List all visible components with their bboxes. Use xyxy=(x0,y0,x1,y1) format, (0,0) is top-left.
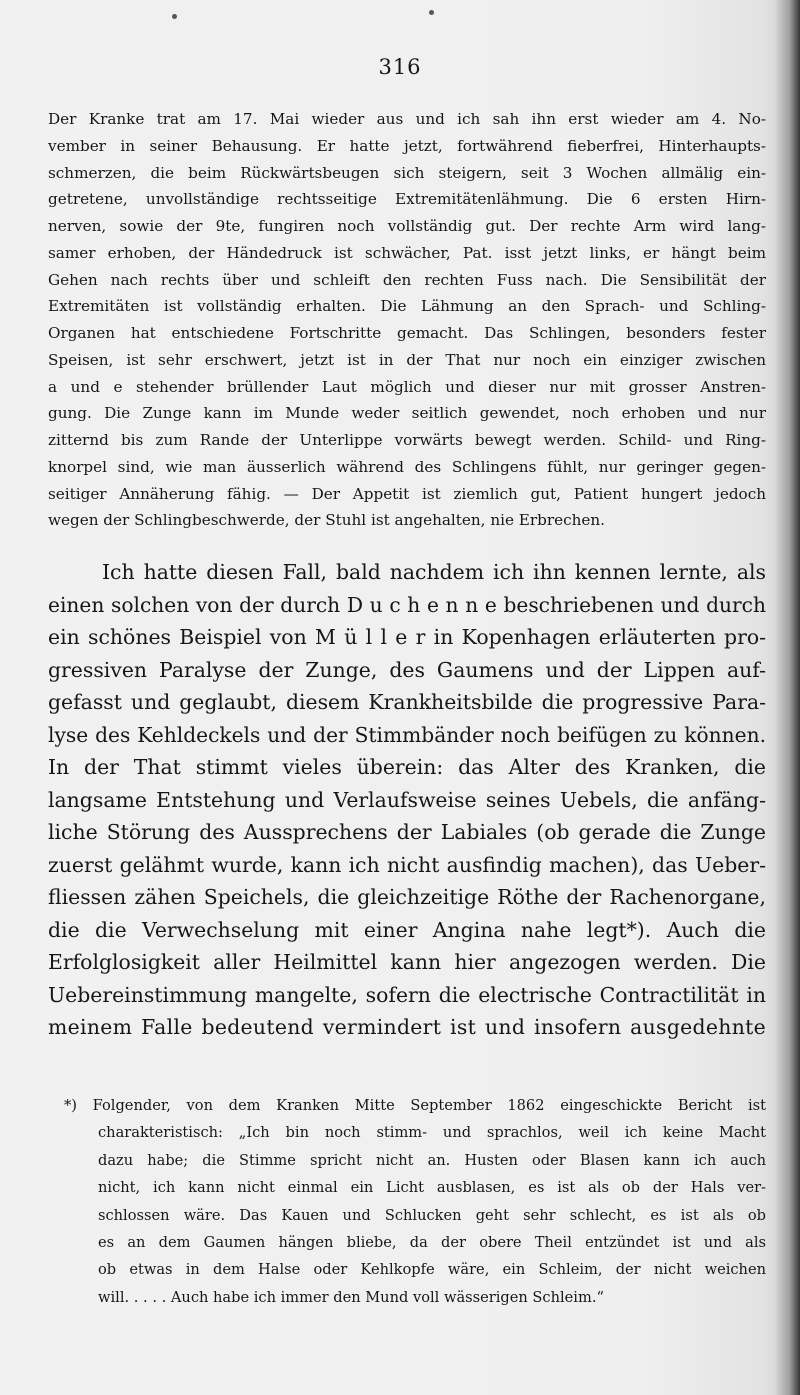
text-line: vember in seiner Behausung. Er hatte jetzt, fortwährend fieberfrei, Hinterhaupts- xyxy=(48,136,766,155)
text-line: einen solchen von der durch D u c h e n n e beschriebenen und durch xyxy=(48,592,766,617)
text-line: die die Verwechselung mit einer Angina nahe legt*). Auch die xyxy=(48,917,766,942)
text-line: fliessen zähen Speichels, die gleichzeitige Röthe der Rachenorgane, xyxy=(48,885,766,909)
text-line: Erfolglosigkeit aller Heilmittel kann hier angezogen werden. Die xyxy=(48,950,766,974)
text-line: wegen der Schlingbeschwerde, der Stuhl ist angehalten, nie Erbrechen. xyxy=(48,511,605,530)
text-line: liche Störung des Aussprechens der Labiales (ob gerade die Zunge xyxy=(48,820,766,844)
text-line: meinem Falle bedeutend vermindert ist und insofern ausgedehnte xyxy=(48,1015,766,1039)
text-line: Gehen nach rechts über und schleift den rechten Fuss nach. Die Sensibilität der xyxy=(48,270,766,289)
case-report-paragraph xyxy=(48,106,766,534)
text-line: gefasst und geglaubt, diesem Krankheitsbilde die progressive Para- xyxy=(48,690,766,714)
text-line: gressiven Paralyse der Zunge, des Gaumens und der Lippen auf- xyxy=(48,657,766,682)
text-line: zuerst gelähmt wurde, kann ich nicht ausfindig machen), das Ueber- xyxy=(48,852,766,877)
footnote-line: charakteristisch: „Ich bin noch stimm- und sprachlos, weil ich keine Macht xyxy=(98,1124,766,1142)
ink-speck xyxy=(429,10,434,15)
text-line: nerven, sowie der 9te, fungiren noch vollständig gut. Der rechte Arm wird lang- xyxy=(48,217,766,235)
text-line: Extremitäten ist vollständig erhalten. Die Lähmung an den Sprach- und Schling- xyxy=(48,297,766,316)
footnote-line: schlossen wäre. Das Kauen und Schlucken geht sehr schlecht, es ist als ob xyxy=(98,1206,766,1224)
text-line: knorpel sind, wie man äusserlich während des Schlingens fühlt, nur geringer gegen- xyxy=(48,457,766,476)
ink-speck xyxy=(172,14,177,19)
footnote-line: *) Folgender, von dem Kranken Mitte September 1862 eingeschickte Bericht ist xyxy=(64,1097,766,1114)
discussion-paragraph xyxy=(48,556,766,1044)
text-line: ein schönes Beispiel von M ü l l e r in Kopenhagen erläuterten pro- xyxy=(48,625,766,649)
text-line: schmerzen, die beim Rückwärtsbeugen sich steigern, seit 3 Wochen allmälig ein- xyxy=(48,163,766,182)
footnote-line: nicht, ich kann nicht einmal ein Licht ausblasen, es ist als ob der Hals ver- xyxy=(98,1179,766,1197)
text-line: In der That stimmt vieles überein: das Alter des Kranken, die xyxy=(48,755,766,779)
text-line: Organen hat entschiedene Fortschritte gemacht. Das Schlingen, besonders fester xyxy=(48,324,766,342)
footnote-line: ob etwas in dem Halse oder Kehlkopfe wäre, ein Schleim, der nicht weichen xyxy=(98,1261,766,1279)
text-line: getretene, unvollständige rechtsseitige Extremitätenlähmung. Die 6 ersten Hirn- xyxy=(48,190,766,209)
text-line: samer erhoben, der Händedruck ist schwächer, Pat. isst jetzt links, er hängt beim xyxy=(48,243,766,262)
text-line: lyse des Kehldeckels und der Stimmbänder noch beifügen zu können. xyxy=(48,722,766,747)
text-line: Der Kranke trat am 17. Mai wieder aus und ich sah ihn erst wieder am 4. No- xyxy=(48,110,766,128)
text-line: seitiger Annäherung fähig. — Der Appetit ist ziemlich gut, Patient hungert jedoch xyxy=(48,484,766,503)
text-line: Uebereinstimmung mangelte, sofern die electrische Contractilität in xyxy=(48,982,766,1007)
text-line: zitternd bis zum Rande der Unterlippe vorwärts bewegt werden. Schild- und Ring- xyxy=(48,431,766,449)
text-line: a und e stehender brüllender Laut möglich und dieser nur mit grosser Anstren- xyxy=(48,377,766,396)
page-number: 316 xyxy=(378,55,422,79)
binding-shadow xyxy=(774,0,800,1395)
text-line: Speisen, ist sehr erschwert, jetzt ist in der That nur noch ein einziger zwischen xyxy=(48,350,766,369)
text-line: Ich hatte diesen Fall, bald nachdem ich ihn kennen lernte, als xyxy=(102,560,766,584)
footnote-line: es an dem Gaumen hängen bliebe, da der obere Theil entzündet ist und als xyxy=(98,1233,766,1251)
footnote-line: dazu habe; die Stimme spricht nicht an. Husten oder Blasen kann ich auch xyxy=(98,1151,766,1169)
text-line: gung. Die Zunge kann im Munde weder seitlich gewendet, noch erhoben und nur xyxy=(48,404,766,423)
footnote xyxy=(48,1092,766,1311)
text-line: langsame Entstehung und Verlaufsweise seines Uebels, die anfäng- xyxy=(48,787,766,812)
footnote-line: will. . . . . Auch habe ich immer den Mund voll wässerigen Schleim.“ xyxy=(98,1288,604,1306)
